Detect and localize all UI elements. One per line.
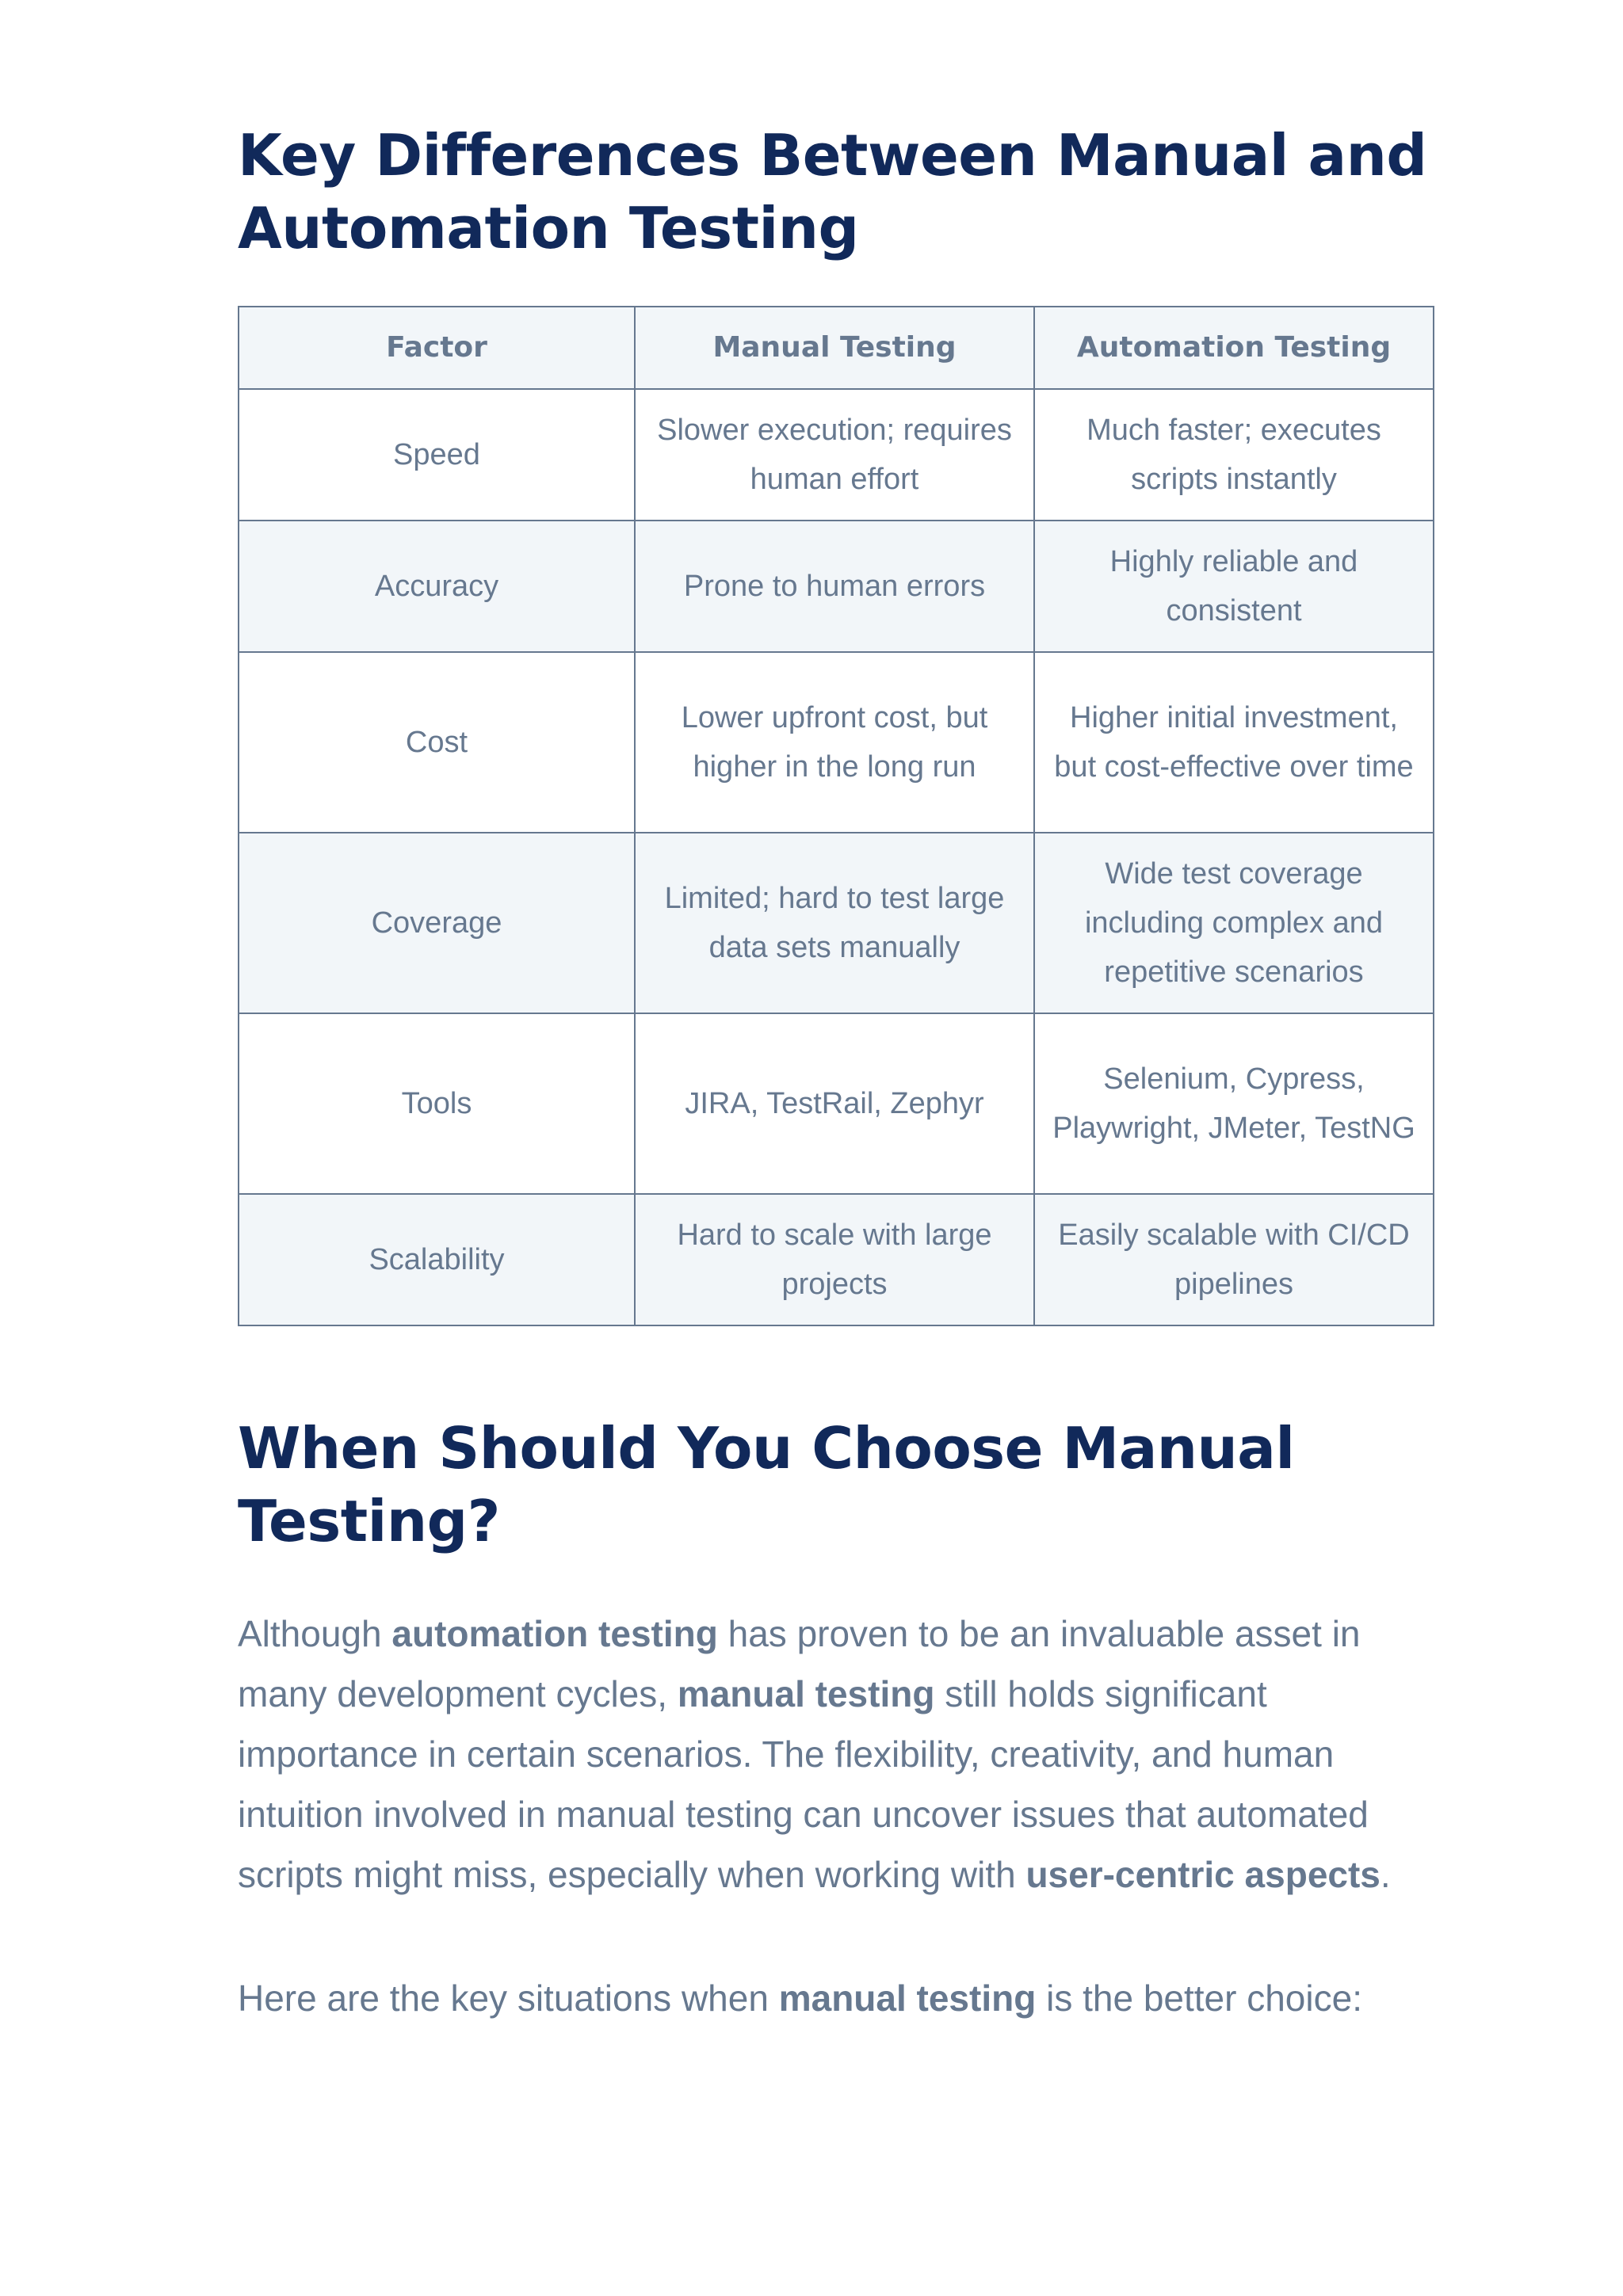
text-run: still holds significant importance in certain scenarios. The flexibility, creativity, and human intuition involved in manual testing can uncover issues that automated scripts might miss, especially when working with xyxy=(238,1673,1369,1895)
header-automation-testing: Automation Testing xyxy=(1034,307,1434,389)
bold-manual-testing: manual testing xyxy=(677,1673,935,1714)
table-header-row xyxy=(239,307,1434,389)
section-heading-key-differences: Key Differences Between Manual and Automation Testing xyxy=(238,122,1427,261)
table-row-scalability xyxy=(239,1194,1434,1325)
cell-factor: Accuracy xyxy=(239,521,635,652)
table-row-tools xyxy=(239,1013,1434,1194)
table-row-cost xyxy=(239,652,1434,833)
cell-automation: Much faster; executes scripts instantly xyxy=(1034,389,1434,521)
cell-factor: Speed xyxy=(239,389,635,521)
table-row-accuracy xyxy=(239,521,1434,652)
table-row-speed xyxy=(239,389,1434,521)
cell-automation: Easily scalable with CI/CD pipelines xyxy=(1034,1194,1434,1325)
cell-automation: Wide test coverage including complex and repetitive scenarios xyxy=(1034,833,1434,1013)
intro-paragraph xyxy=(238,1604,1433,1905)
article-content xyxy=(238,119,1433,2028)
text-run: has proven to be an invaluable asset in many development cycles, xyxy=(238,1613,1361,1714)
text-run: is the better choice: xyxy=(1036,1978,1362,2019)
section-heading-when-manual: When Should You Choose Manual Testing? xyxy=(238,1415,1295,1554)
cell-manual: Hard to scale with large projects xyxy=(635,1194,1034,1325)
header-manual-testing: Manual Testing xyxy=(635,307,1034,389)
cell-factor: Coverage xyxy=(239,833,635,1013)
bold-user-centric-aspects: user-centric aspects xyxy=(1025,1854,1381,1895)
bold-manual-testing: manual testing xyxy=(778,1978,1037,2019)
cell-automation: Highly reliable and consistent xyxy=(1034,521,1434,652)
cell-factor: Tools xyxy=(239,1013,635,1194)
situations-lead-paragraph xyxy=(238,1968,1433,2028)
text-run: Here are the key situations when xyxy=(238,1978,779,2019)
comparison-table xyxy=(238,306,1434,1326)
text-run: Although xyxy=(238,1613,392,1654)
cell-automation: Selenium, Cypress, Playwright, JMeter, TestNG xyxy=(1034,1013,1434,1194)
cell-manual: Lower upfront cost, but higher in the long run xyxy=(635,652,1034,833)
cell-manual: JIRA, TestRail, Zephyr xyxy=(635,1013,1034,1194)
cell-factor: Scalability xyxy=(239,1194,635,1325)
cell-manual: Prone to human errors xyxy=(635,521,1034,652)
text-run: . xyxy=(1380,1854,1391,1895)
cell-factor: Cost xyxy=(239,652,635,833)
bold-automation-testing: automation testing xyxy=(391,1613,718,1654)
table-row-coverage xyxy=(239,833,1434,1013)
cell-manual: Limited; hard to test large data sets manually xyxy=(635,833,1034,1013)
cell-automation: Higher initial investment, but cost-effective over time xyxy=(1034,652,1434,833)
header-factor: Factor xyxy=(239,307,635,389)
cell-manual: Slower execution; requires human effort xyxy=(635,389,1034,521)
